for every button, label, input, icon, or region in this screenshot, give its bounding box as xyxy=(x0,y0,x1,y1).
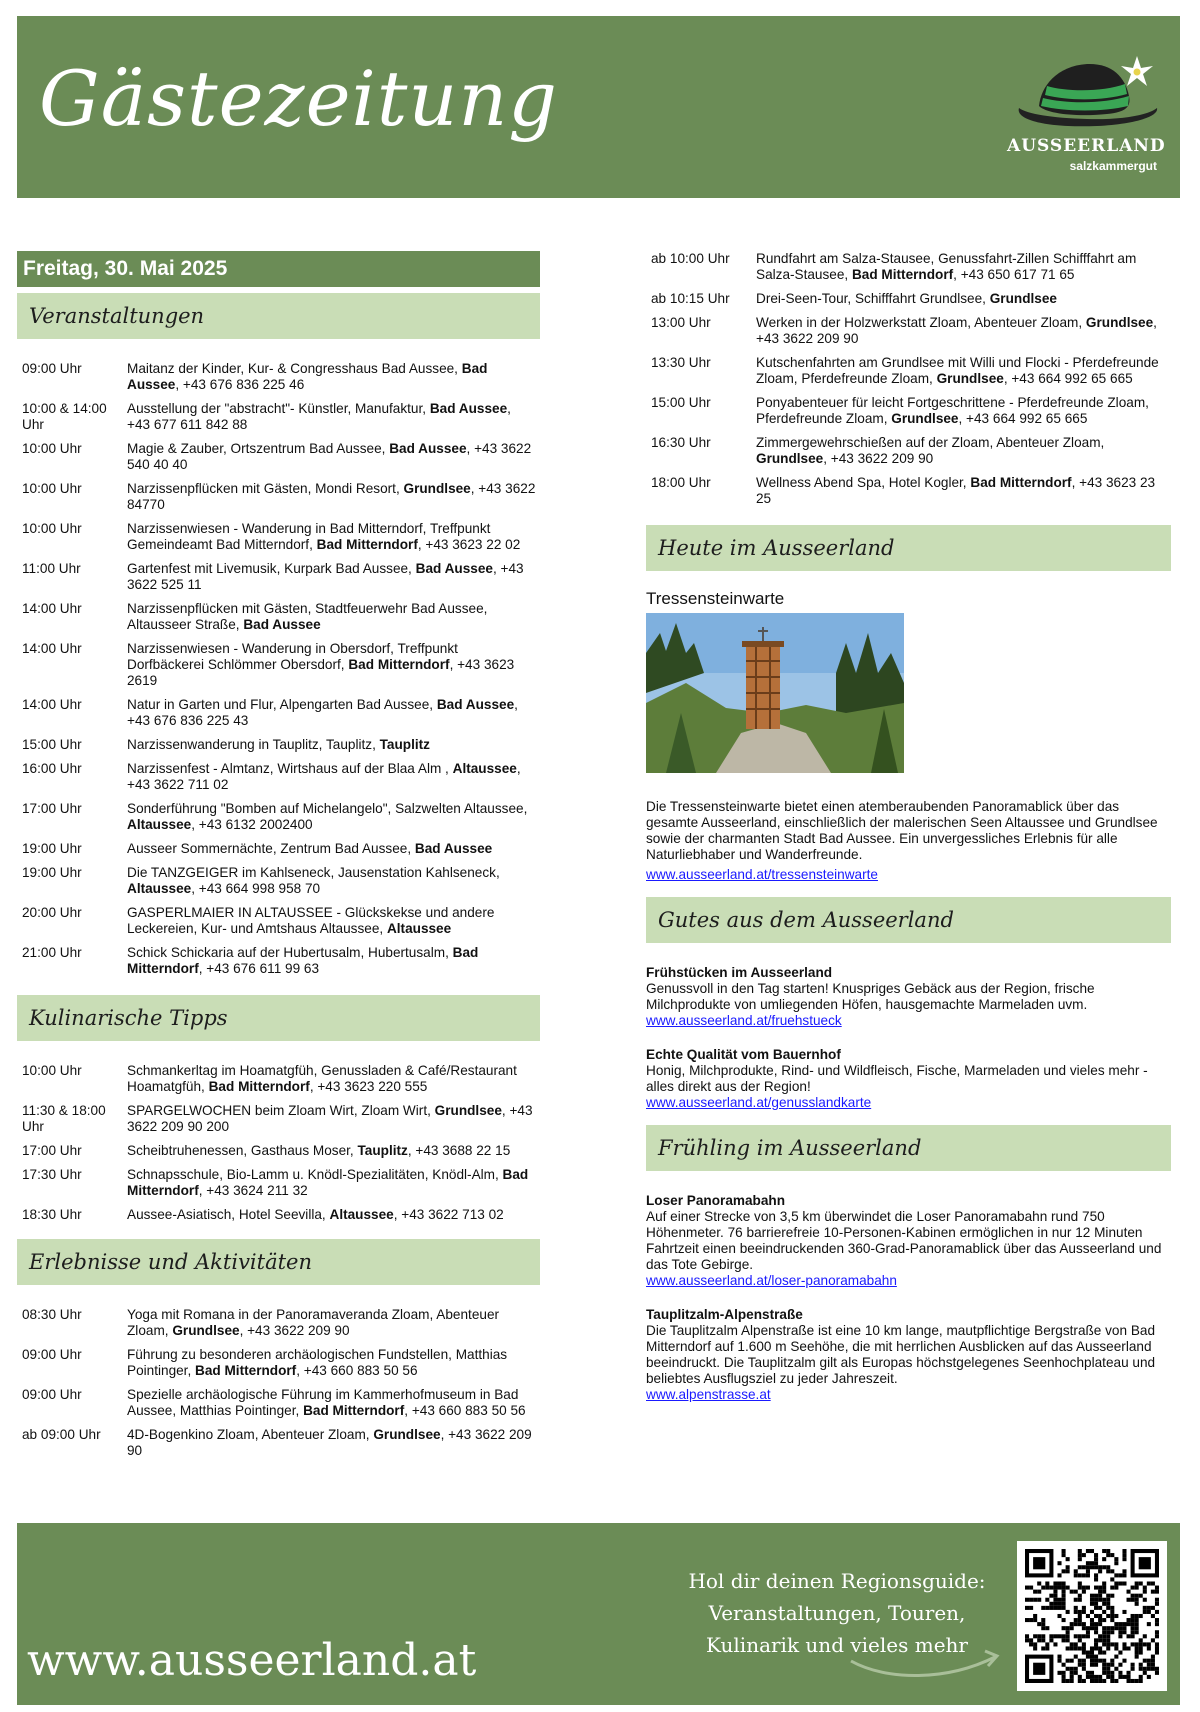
event-time: 17:00 Uhr xyxy=(22,1143,82,1158)
event-description: Narzissenpflücken mit Gästen, Stadtfeuerwehr Bad Aussee, Altausseer Straße, Bad Aussee xyxy=(127,601,488,632)
event-location: Grundlsee xyxy=(936,371,1004,386)
event-time: 21:00 Uhr xyxy=(22,945,82,960)
event-row xyxy=(17,737,540,753)
event-location: Altaussee xyxy=(127,881,192,896)
event-row xyxy=(17,841,540,857)
section-heading-goods: Gutes aus dem Ausseerland xyxy=(646,897,1171,943)
event-row xyxy=(17,1387,540,1419)
event-time: 13:00 Uhr xyxy=(651,315,711,330)
event-time: 17:00 Uhr xyxy=(22,801,82,816)
event-time: 14:00 Uhr xyxy=(22,641,82,656)
event-description: SPARGELWOCHEN beim Zloam Wirt, Zloam Wirt, Grundlsee, +43 3622 209 90 200 xyxy=(127,1103,533,1134)
event-location: Grundlsee xyxy=(891,411,959,426)
spring-item-text: Auf einer Strecke von 3,5 km überwindet die Loser Panoramabahn rund 750 Höhenmeter. 76 barrierefreie 10-Personen-Kabinen ermöglichen in nur 12 Minuten Fahrtzeit einen beeindruckenden 360-Grad-Panoramablick über das Ausseerland und das Tote Gebirge. xyxy=(646,1209,1162,1272)
event-description: Aussee-Asiatisch, Hotel Seevilla, Altaussee, +43 3622 713 02 xyxy=(127,1207,504,1222)
event-row xyxy=(17,1143,540,1159)
event-description: Führung zu besonderen archäologischen Fundstellen, Matthias Pointinger, Bad Mitterndorf, +43 660 883 50 56 xyxy=(127,1347,508,1378)
event-row xyxy=(17,865,540,897)
event-location: Bad Mitterndorf xyxy=(127,1167,529,1198)
event-description: Sonderführung "Bomben auf Michelangelo", Salzwelten Altaussee, Altaussee, +43 6132 2002400 xyxy=(127,801,528,832)
event-row xyxy=(17,1207,540,1223)
event-description: Ausseer Sommernächte, Zentrum Bad Aussee, Bad Aussee xyxy=(127,841,493,856)
event-description: Maitanz der Kinder, Kur- & Congresshaus Bad Aussee, Bad Aussee, +43 676 836 225 46 xyxy=(127,361,488,392)
event-description: Ponyabenteuer für leicht Fortgeschrittene - Pferdefreunde Zloam, Pferdefreunde Zloam, Grundlsee, +43 664 992 65 665 xyxy=(756,395,1149,426)
footer-website[interactable]: www.ausseerland.at xyxy=(27,1635,477,1686)
link-alpenstrasse[interactable]: www.alpenstrasse.at xyxy=(646,1387,771,1402)
today-description: Die Tressensteinwarte bietet einen atemberaubenden Panoramablick über das gesamte Ausseerland, einschließlich der malerischen Seen Altaussee und Grundlsee sowie der charmanten Stadt Bad Aussee. Ein unvergessliches Erlebnis für alle Naturliebhaber und Wanderfreunde. xyxy=(646,799,1158,862)
event-row xyxy=(17,1427,540,1459)
event-location: Bad Mitterndorf xyxy=(316,537,418,552)
event-description: Spezielle archäologische Führung im Kammerhofmuseum in Bad Aussee, Matthias Pointinger, Bad Mitterndorf, +43 660 883 50 56 xyxy=(127,1387,526,1418)
event-time: 14:00 Uhr xyxy=(22,697,82,712)
event-description: Die TANZGEIGER im Kahlseneck, Jausenstation Kahlseneck, Altaussee, +43 664 998 958 70 xyxy=(127,865,500,896)
section-heading-events: Veranstaltungen xyxy=(17,293,540,339)
event-location: Grundlsee xyxy=(434,1103,502,1118)
spring-item-title: Loser Panoramabahn xyxy=(646,1193,785,1208)
event-time: 14:00 Uhr xyxy=(22,601,82,616)
event-time: 17:30 Uhr xyxy=(22,1167,82,1182)
date-banner: Freitag, 30. Mai 2025 xyxy=(17,251,540,287)
event-row xyxy=(17,561,540,593)
event-location: Grundlsee xyxy=(1085,315,1154,330)
goods-item-text: Honig, Milchprodukte, Rind- und Wildfleisch, Fische, Marmeladen und vieles mehr - alles direkt aus der Region! xyxy=(646,1063,1148,1094)
goods-item xyxy=(646,1047,1171,1111)
event-location: Bad Mitterndorf xyxy=(208,1079,310,1094)
event-row xyxy=(17,697,540,729)
today-subtitle: Tressensteinwarte xyxy=(646,589,785,608)
event-description: Yoga mit Romana in der Panoramaveranda Zloam, Abenteuer Zloam, Grundlsee, +43 3622 209 90 xyxy=(127,1307,500,1338)
event-description: Narzissenwiesen - Wanderung in Bad Mitterndorf, Treffpunkt Gemeindeamt Bad Mitterndorf, Bad Mitterndorf, +43 3623 22 02 xyxy=(127,521,521,552)
link-loser-panoramabahn[interactable]: www.ausseerland.at/loser-panoramabahn xyxy=(646,1273,897,1288)
right-column xyxy=(646,251,1171,1403)
event-location: Bad Mitterndorf xyxy=(303,1403,405,1418)
event-location: Grundlsee xyxy=(172,1323,240,1338)
event-description: Narzissenwanderung in Tauplitz, Tauplitz, Tauplitz xyxy=(127,737,430,752)
event-row xyxy=(17,1307,540,1339)
event-row xyxy=(17,801,540,833)
event-row xyxy=(646,435,1171,467)
hat-edelweiss-logo-icon xyxy=(1007,46,1167,146)
link-fruehstueck[interactable]: www.ausseerland.at/fruehstueck xyxy=(646,1013,842,1028)
event-time: 18:00 Uhr xyxy=(651,475,711,490)
event-row xyxy=(17,761,540,793)
spring-item xyxy=(646,1307,1171,1403)
event-time: 16:00 Uhr xyxy=(22,761,82,776)
event-time: 11:30 & 18:00 Uhr xyxy=(22,1103,106,1134)
event-description: Ausstellung der "abstracht"- Künstler, Manufaktur, Bad Aussee, +43 677 611 842 88 xyxy=(127,401,511,432)
spring-item xyxy=(646,1193,1171,1289)
event-time: 08:30 Uhr xyxy=(22,1307,82,1322)
event-time: 15:00 Uhr xyxy=(22,737,82,752)
link-tressensteinwarte[interactable]: www.ausseerland.at/tressensteinwarte xyxy=(646,867,878,882)
event-row xyxy=(17,401,540,433)
event-row xyxy=(17,521,540,553)
section-heading-today: Heute im Ausseerland xyxy=(646,525,1171,571)
event-location: Altaussee xyxy=(386,921,452,936)
event-description: Narzissenfest - Almtanz, Wirtshaus auf der Blaa Alm , Altaussee, +43 3622 711 02 xyxy=(127,761,521,792)
event-time: 10:00 Uhr xyxy=(22,1063,82,1078)
footer-banner xyxy=(17,1523,1180,1705)
event-description: Schick Schickaria auf der Hubertusalm, Hubertusalm, Bad Mitterndorf, +43 676 611 99 63 xyxy=(127,945,479,976)
event-time: 19:00 Uhr xyxy=(22,841,82,856)
goods-item-text: Genussvoll in den Tag starten! Knuspriges Gebäck aus der Region, frische Milchprodukte von umliegenden Höfen, hausgemachte Marmeladen uvm. xyxy=(646,981,1095,1012)
guide-line: Kulinarik und vieles mehr xyxy=(706,1633,968,1657)
event-description: Narzissenpflücken mit Gästen, Mondi Resort, Grundlsee, +43 3622 84770 xyxy=(127,481,536,512)
event-time: 09:00 Uhr xyxy=(22,1347,82,1362)
event-row xyxy=(17,441,540,473)
event-time: 18:30 Uhr xyxy=(22,1207,82,1222)
event-row xyxy=(646,395,1171,427)
event-time: 13:30 Uhr xyxy=(651,355,711,370)
event-time: 10:00 & 14:00 Uhr xyxy=(22,401,107,432)
event-time: ab 10:15 Uhr xyxy=(651,291,730,306)
event-row xyxy=(17,1063,540,1095)
spring-item-text: Die Tauplitzalm Alpenstraße ist eine 10 km lange, mautpflichtige Bergstraße von Bad Mitterndorf auf 1.600 m Seehöhe, die mit herrlichen Ausblicken auf das Ausseerland beeindruckt. Die Tauplitzalm gilt als Europas höchstgelegenes Seenhochplateau und beliebtes Ausflugsziel zu jeder Jahreszeit. xyxy=(646,1323,1156,1386)
event-location: Bad Mitterndorf xyxy=(348,657,450,672)
event-location: Bad Aussee xyxy=(415,561,493,576)
curved-arrow-icon xyxy=(847,1641,1007,1681)
tressensteinwarte-photo xyxy=(646,613,904,773)
section-heading-spring: Frühling im Ausseerland xyxy=(646,1125,1171,1171)
event-description: GASPERLMAIER IN ALTAUSSEE - Glückskekse und andere Leckereien, Kur- und Amtshaus Altaussee, Altaussee xyxy=(127,905,495,936)
event-location: Grundlsee xyxy=(989,291,1057,306)
event-description: Schnapsschule, Bio-Lamm u. Knödl-Spezialitäten, Knödl-Alm, Bad Mitterndorf, +43 3624 211 32 xyxy=(127,1167,529,1198)
left-column xyxy=(17,251,540,1467)
link-genusslandkarte[interactable]: www.ausseerland.at/genusslandkarte xyxy=(646,1095,872,1110)
event-time: 10:00 Uhr xyxy=(22,481,82,496)
goods-item-title: Echte Qualität vom Bauernhof xyxy=(646,1047,841,1062)
event-location: Grundlsee xyxy=(373,1427,441,1442)
event-row xyxy=(17,601,540,633)
header-banner xyxy=(17,16,1180,198)
activities-list-continued xyxy=(646,251,1171,507)
event-row xyxy=(646,475,1171,507)
event-time: 09:00 Uhr xyxy=(22,1387,82,1402)
event-row xyxy=(17,1167,540,1199)
event-description: Gartenfest mit Livemusik, Kurpark Bad Aussee, Bad Aussee, +43 3622 525 11 xyxy=(127,561,524,592)
event-location: Altaussee xyxy=(329,1207,394,1222)
event-time: 09:00 Uhr xyxy=(22,361,82,376)
event-row xyxy=(17,905,540,937)
event-row xyxy=(17,481,540,513)
event-row xyxy=(17,361,540,393)
event-row xyxy=(646,291,1171,307)
events-list xyxy=(17,361,540,977)
event-location: Bad Mitterndorf xyxy=(195,1363,297,1378)
event-row xyxy=(17,1347,540,1379)
event-time: 16:30 Uhr xyxy=(651,435,711,450)
event-description: Narzissenwiesen - Wanderung in Obersdorf, Treffpunkt Dorfbäckerei Schlömmer Obersdorf, Bad Mitterndorf, +43 3623 2619 xyxy=(127,641,515,688)
goods-item-title: Frühstücken im Ausseerland xyxy=(646,965,833,980)
event-row xyxy=(646,315,1171,347)
event-row xyxy=(17,641,540,689)
event-description: Drei-Seen-Tour, Schifffahrt Grundlsee, Grundlsee xyxy=(756,291,1057,306)
event-location: Tauplitz xyxy=(357,1143,408,1158)
goods-item xyxy=(646,965,1171,1029)
event-description: Wellness Abend Spa, Hotel Kogler, Bad Mitterndorf, +43 3623 23 25 xyxy=(756,475,1156,506)
event-description: Rundfahrt am Salza-Stausee, Genussfahrt-Zillen Schifffahrt am Salza-Stausee, Bad Mitterndorf, +43 650 617 71 65 xyxy=(756,251,1137,282)
event-location: Tauplitz xyxy=(379,737,430,752)
event-row xyxy=(17,945,540,977)
spring-item-title: Tauplitzalm-Alpenstraße xyxy=(646,1307,803,1322)
event-row xyxy=(646,355,1171,387)
event-description: Schmankerltag im Hoamatgfüh, Genussladen & Café/Restaurant Hoamatgfüh, Bad Mitterndorf, +43 3623 220 555 xyxy=(127,1063,517,1094)
event-time: 20:00 Uhr xyxy=(22,905,82,920)
event-time: ab 10:00 Uhr xyxy=(651,251,730,266)
event-description: Magie & Zauber, Ortszentrum Bad Aussee, Bad Aussee, +43 3622 540 40 40 xyxy=(127,441,532,472)
event-location: Bad Aussee xyxy=(243,617,321,632)
qr-code-icon[interactable] xyxy=(1017,1541,1167,1691)
event-time: 19:00 Uhr xyxy=(22,865,82,880)
event-location: Bad Mitterndorf xyxy=(851,267,954,282)
event-description: Werken in der Holzwerkstatt Zloam, Abenteuer Zloam, Grundlsee, +43 3622 209 90 xyxy=(756,315,1157,346)
event-location: Bad Aussee xyxy=(429,401,508,416)
event-time: 10:00 Uhr xyxy=(22,521,82,536)
event-description: 4D-Bogenkino Zloam, Abenteuer Zloam, Grundlsee, +43 3622 209 90 xyxy=(127,1427,532,1458)
event-time: 11:00 Uhr xyxy=(22,561,81,576)
event-description: Zimmergewehrschießen auf der Zloam, Abenteuer Zloam, Grundlsee, +43 3622 209 90 xyxy=(756,435,1105,466)
event-time: ab 09:00 Uhr xyxy=(22,1427,101,1442)
event-description: Scheibtruhenessen, Gasthaus Moser, Tauplitz, +43 3688 22 15 xyxy=(127,1143,511,1158)
event-location: Bad Aussee xyxy=(436,697,515,712)
event-location: Grundlsee xyxy=(756,451,824,466)
culinary-list xyxy=(17,1063,540,1223)
logo-subtitle: salzkammergut xyxy=(1069,159,1157,173)
page-title: Gästezeitung xyxy=(39,54,558,143)
guide-line: Hol dir deinen Regionsguide: xyxy=(688,1569,986,1593)
logo-wordmark: AUSSEERLAND xyxy=(1007,136,1166,156)
event-location: Altaussee xyxy=(452,761,517,776)
event-location: Grundlsee xyxy=(403,481,471,496)
guide-line: Veranstaltungen, Touren, xyxy=(708,1601,966,1625)
event-time: 10:00 Uhr xyxy=(22,441,82,456)
event-description: Natur in Garten und Flur, Alpengarten Bad Aussee, Bad Aussee, +43 676 836 225 43 xyxy=(127,697,518,728)
ausseerland-logo xyxy=(1007,46,1167,176)
event-location: Bad Mitterndorf xyxy=(970,475,1072,490)
activities-list xyxy=(17,1307,540,1459)
event-row xyxy=(646,251,1171,283)
event-location: Bad Aussee xyxy=(389,441,467,456)
event-location: Bad Aussee xyxy=(127,361,488,392)
event-location: Bad Mitterndorf xyxy=(127,945,479,976)
event-row xyxy=(17,1103,540,1135)
event-location: Bad Aussee xyxy=(414,841,493,856)
section-heading-activities: Erlebnisse und Aktivitäten xyxy=(17,1239,540,1285)
event-time: 15:00 Uhr xyxy=(651,395,711,410)
event-location: Altaussee xyxy=(127,817,192,832)
section-heading-culinary: Kulinarische Tipps xyxy=(17,995,540,1041)
event-description: Kutschenfahrten am Grundlsee mit Willi und Flocki - Pferdefreunde Zloam, Pferdefreunde Zloam, Grundlsee, +43 664 992 65 665 xyxy=(756,355,1159,386)
